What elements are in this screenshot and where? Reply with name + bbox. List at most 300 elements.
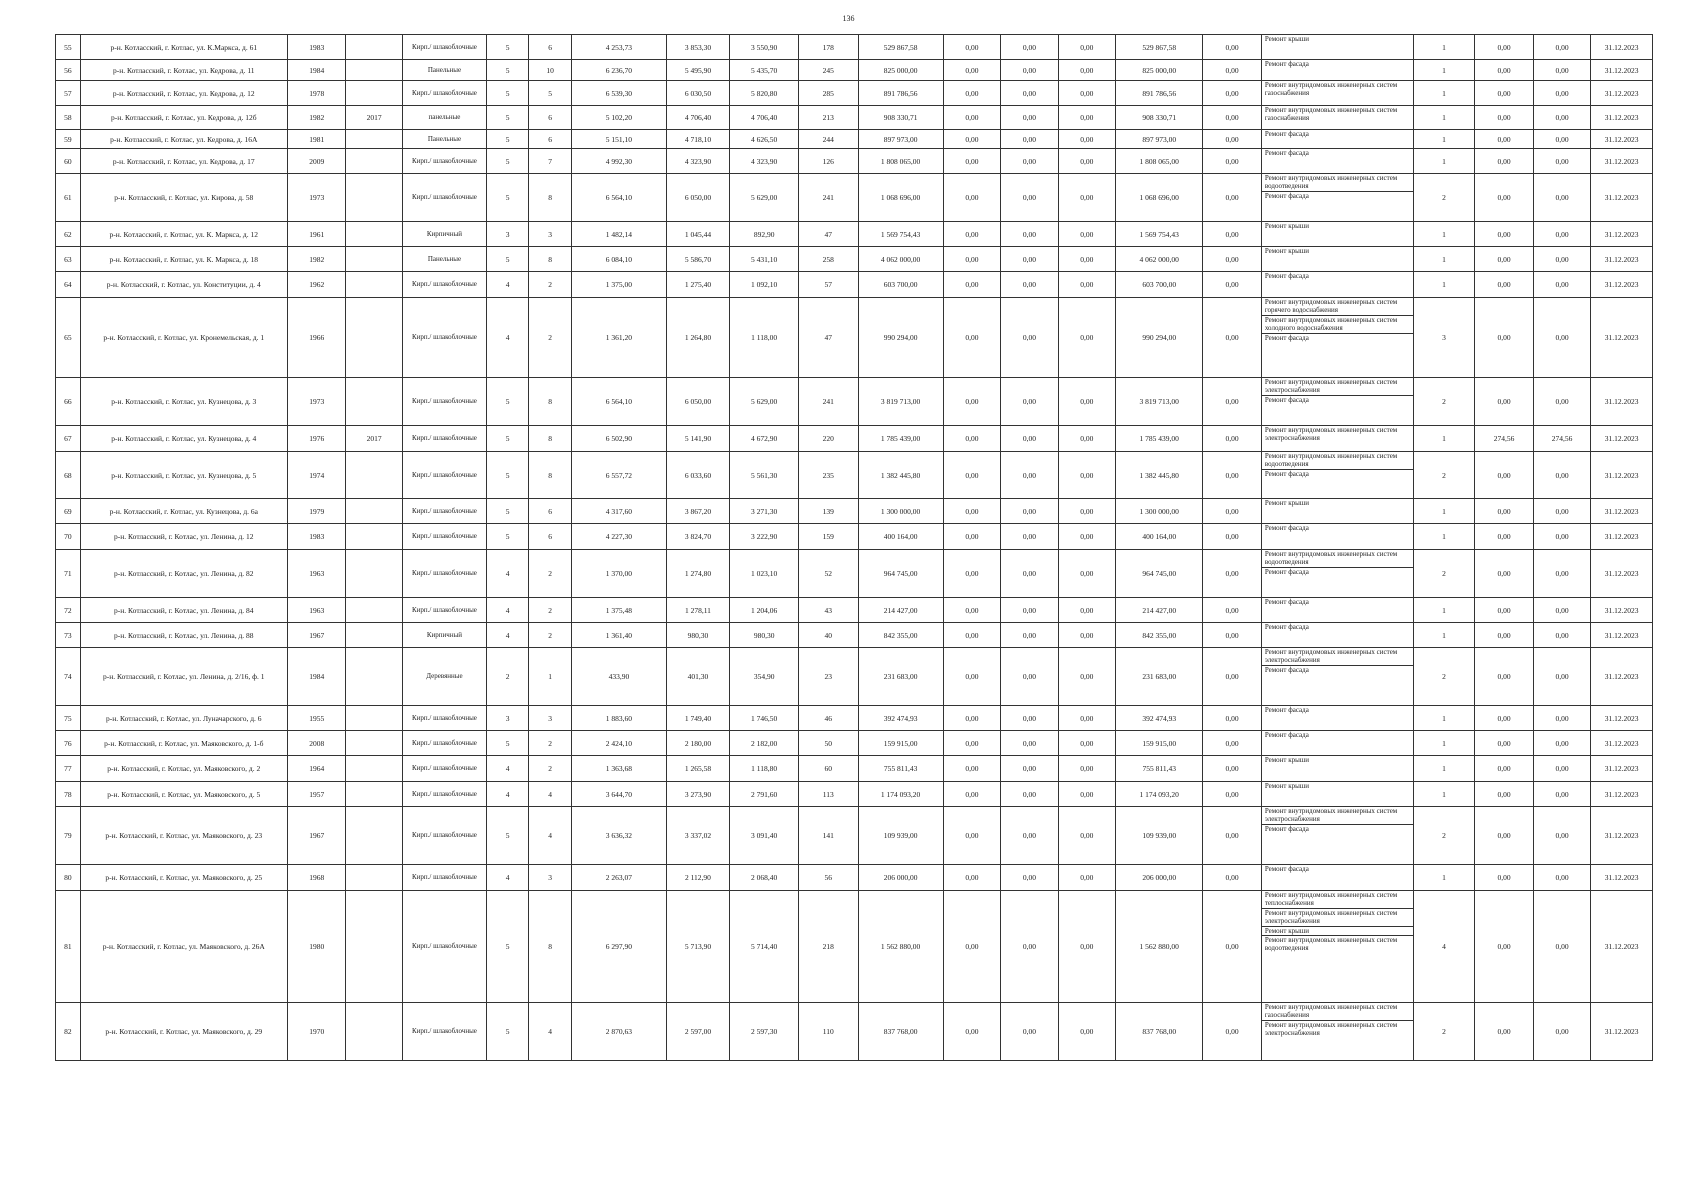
works-list bbox=[1262, 426, 1413, 443]
cell-fund-regional: 0,00 bbox=[1001, 550, 1058, 598]
cell-fund-other: 0,00 bbox=[1203, 222, 1262, 247]
cell-row-number: 81 bbox=[56, 891, 81, 1003]
work-item: Ремонт фасада bbox=[1262, 191, 1413, 200]
cell-floors: 4 bbox=[487, 598, 529, 623]
works-list bbox=[1262, 499, 1413, 507]
cell-year-last-overhaul bbox=[346, 499, 402, 524]
cell-works bbox=[1261, 891, 1413, 1003]
cell-fund-federal: 0,00 bbox=[943, 452, 1000, 499]
cell-fund-regional: 0,00 bbox=[1001, 174, 1058, 222]
cell-cost-total: 964 745,00 bbox=[858, 550, 943, 598]
cell-area-premises: 1 045,44 bbox=[666, 222, 730, 247]
cell-floors: 4 bbox=[487, 272, 529, 298]
cell-address: р-н. Котласский, г. Котлас, ул. Маяковского, д. 5 bbox=[80, 782, 287, 807]
cell-fund-regional: 0,00 bbox=[1001, 891, 1058, 1003]
cell-completion-date: 31.12.2023 bbox=[1591, 130, 1653, 149]
cell-fund-owners: 4 062 000,00 bbox=[1116, 247, 1203, 272]
cell-fund-owners: 1 068 696,00 bbox=[1116, 174, 1203, 222]
cell-floors: 5 bbox=[487, 452, 529, 499]
cell-residents: 241 bbox=[799, 378, 859, 426]
cell-entrances: 4 bbox=[529, 807, 572, 865]
cell-row-number: 61 bbox=[56, 174, 81, 222]
cell-cost-total: 837 768,00 bbox=[858, 1003, 943, 1061]
cell-residents: 56 bbox=[799, 865, 859, 891]
cell-completion-date: 31.12.2023 bbox=[1591, 865, 1653, 891]
cell-residents: 141 bbox=[799, 807, 859, 865]
cell-cost-total: 529 867,58 bbox=[858, 35, 943, 60]
table-row bbox=[56, 81, 1653, 106]
cell-cost-total: 1 785 439,00 bbox=[858, 426, 943, 452]
cell-residents: 213 bbox=[799, 106, 859, 130]
cell-address: р-н. Котласский, г. Котлас, ул. Ленина, д. 2/16, ф. 1 bbox=[80, 648, 287, 706]
cell-row-number: 56 bbox=[56, 60, 81, 81]
cell-wall-material: панельные bbox=[402, 106, 486, 130]
cell-entrances: 6 bbox=[529, 524, 572, 550]
works-list bbox=[1262, 272, 1413, 280]
table-row bbox=[56, 731, 1653, 756]
cell-year-last-overhaul bbox=[346, 1003, 402, 1061]
cell-row-number: 68 bbox=[56, 452, 81, 499]
cell-fund-local: 0,00 bbox=[1058, 174, 1115, 222]
work-item: Ремонт фасада bbox=[1262, 824, 1413, 833]
cell-fund-regional: 0,00 bbox=[1001, 756, 1058, 782]
works-list bbox=[1262, 524, 1413, 532]
cell-area-living: 5 435,70 bbox=[730, 60, 799, 81]
cell-works-count: 1 bbox=[1413, 598, 1475, 623]
cell-fund-local: 0,00 bbox=[1058, 550, 1115, 598]
cell-unit-cost-limit: 0,00 bbox=[1533, 756, 1590, 782]
cell-floors: 5 bbox=[487, 524, 529, 550]
cell-address: р-н. Котласский, г. Котлас, ул. Кузнецова, д. 4 bbox=[80, 426, 287, 452]
cell-works-count: 1 bbox=[1413, 499, 1475, 524]
cell-floors: 5 bbox=[487, 174, 529, 222]
cell-year-built: 1973 bbox=[287, 378, 346, 426]
work-item: Ремонт крыши bbox=[1264, 222, 1309, 230]
cell-area-living: 980,30 bbox=[730, 623, 799, 648]
cell-cost-total: 1 300 000,00 bbox=[858, 499, 943, 524]
work-item: Ремонт фасада bbox=[1262, 333, 1413, 342]
cell-fund-federal: 0,00 bbox=[943, 524, 1000, 550]
work-item: Ремонт крыши bbox=[1264, 35, 1309, 43]
cell-works bbox=[1261, 106, 1413, 130]
cell-address: р-н. Котласский, г. Котлас, ул. Ленина, д. 88 bbox=[80, 623, 287, 648]
cell-unit-cost: 0,00 bbox=[1475, 106, 1534, 130]
cell-entrances: 6 bbox=[529, 35, 572, 60]
cell-fund-local: 0,00 bbox=[1058, 60, 1115, 81]
cell-fund-federal: 0,00 bbox=[943, 648, 1000, 706]
cell-works-count: 1 bbox=[1413, 106, 1475, 130]
cell-cost-total: 1 174 093,20 bbox=[858, 782, 943, 807]
cell-row-number: 63 bbox=[56, 247, 81, 272]
cell-fund-owners: 1 785 439,00 bbox=[1116, 426, 1203, 452]
cell-area-premises: 3 867,20 bbox=[666, 499, 730, 524]
cell-fund-local: 0,00 bbox=[1058, 106, 1115, 130]
cell-area-living: 4 626,50 bbox=[730, 130, 799, 149]
work-item: Ремонт внутридомовых инженерных систем газоснабжения bbox=[1264, 1003, 1398, 1020]
cell-unit-cost: 0,00 bbox=[1475, 623, 1534, 648]
cell-works bbox=[1261, 623, 1413, 648]
cell-wall-material: Кирп./ шлакоблочные bbox=[402, 149, 486, 174]
cell-completion-date: 31.12.2023 bbox=[1591, 1003, 1653, 1061]
cell-works-count: 1 bbox=[1413, 60, 1475, 81]
cell-fund-local: 0,00 bbox=[1058, 524, 1115, 550]
cell-residents: 46 bbox=[799, 706, 859, 731]
cell-works bbox=[1261, 149, 1413, 174]
cell-residents: 244 bbox=[799, 130, 859, 149]
cell-address: р-н. Котласский, г. Котлас, ул. Кузнецова, д. 5 bbox=[80, 452, 287, 499]
cell-fund-local: 0,00 bbox=[1058, 782, 1115, 807]
cell-works bbox=[1261, 706, 1413, 731]
cell-total-area: 6 297,90 bbox=[572, 891, 666, 1003]
cell-row-number: 71 bbox=[56, 550, 81, 598]
cell-floors: 5 bbox=[487, 60, 529, 81]
cell-area-premises: 6 050,00 bbox=[666, 174, 730, 222]
cell-entrances: 2 bbox=[529, 272, 572, 298]
work-item: Ремонт фасада bbox=[1264, 623, 1309, 631]
cell-entrances: 10 bbox=[529, 60, 572, 81]
cell-works bbox=[1261, 524, 1413, 550]
cell-year-last-overhaul bbox=[346, 35, 402, 60]
table-row bbox=[56, 807, 1653, 865]
cell-completion-date: 31.12.2023 bbox=[1591, 499, 1653, 524]
cell-cost-total: 1 068 696,00 bbox=[858, 174, 943, 222]
cell-fund-other: 0,00 bbox=[1203, 81, 1262, 106]
cell-entrances: 8 bbox=[529, 247, 572, 272]
cell-fund-local: 0,00 bbox=[1058, 648, 1115, 706]
work-item: Ремонт фасада bbox=[1264, 149, 1309, 157]
cell-address: р-н. Котласский, г. Котлас, ул. К. Маркса, д. 18 bbox=[80, 247, 287, 272]
cell-fund-other: 0,00 bbox=[1203, 149, 1262, 174]
cell-address: р-н. Котласский, г. Котлас, ул. Кедрова, д. 12 bbox=[80, 81, 287, 106]
cell-unit-cost-limit: 0,00 bbox=[1533, 106, 1590, 130]
cell-works-count: 4 bbox=[1413, 891, 1475, 1003]
cell-fund-local: 0,00 bbox=[1058, 426, 1115, 452]
cell-works bbox=[1261, 247, 1413, 272]
cell-wall-material: Кирп./ шлакоблочные bbox=[402, 174, 486, 222]
cell-area-premises: 1 264,80 bbox=[666, 298, 730, 378]
cell-area-premises: 2 597,00 bbox=[666, 1003, 730, 1061]
cell-unit-cost-limit: 0,00 bbox=[1533, 130, 1590, 149]
works-list bbox=[1262, 782, 1413, 790]
cell-area-living: 3 222,90 bbox=[730, 524, 799, 550]
cell-fund-regional: 0,00 bbox=[1001, 1003, 1058, 1061]
cell-residents: 159 bbox=[799, 524, 859, 550]
cell-works bbox=[1261, 81, 1413, 106]
cell-unit-cost-limit: 0,00 bbox=[1533, 598, 1590, 623]
cell-fund-regional: 0,00 bbox=[1001, 452, 1058, 499]
cell-unit-cost-limit: 0,00 bbox=[1533, 706, 1590, 731]
cell-fund-local: 0,00 bbox=[1058, 807, 1115, 865]
cell-fund-regional: 0,00 bbox=[1001, 81, 1058, 106]
cell-floors: 3 bbox=[487, 706, 529, 731]
cell-fund-federal: 0,00 bbox=[943, 782, 1000, 807]
cell-works-count: 1 bbox=[1413, 623, 1475, 648]
cell-works-count: 1 bbox=[1413, 706, 1475, 731]
cell-address: р-н. Котласский, г. Котлас, ул. Кедрова, д. 17 bbox=[80, 149, 287, 174]
cell-unit-cost: 0,00 bbox=[1475, 550, 1534, 598]
cell-wall-material: Кирп./ шлакоблочные bbox=[402, 1003, 486, 1061]
cell-year-built: 1962 bbox=[287, 272, 346, 298]
cell-cost-total: 842 355,00 bbox=[858, 623, 943, 648]
cell-wall-material: Кирп./ шлакоблочные bbox=[402, 35, 486, 60]
cell-unit-cost-limit: 0,00 bbox=[1533, 378, 1590, 426]
cell-residents: 220 bbox=[799, 426, 859, 452]
cell-floors: 5 bbox=[487, 731, 529, 756]
cell-fund-regional: 0,00 bbox=[1001, 222, 1058, 247]
cell-address: р-н. Котласский, г. Котлас, ул. Кирова, д. 58 bbox=[80, 174, 287, 222]
cell-year-last-overhaul bbox=[346, 149, 402, 174]
cell-fund-local: 0,00 bbox=[1058, 247, 1115, 272]
cell-entrances: 2 bbox=[529, 550, 572, 598]
cell-unit-cost-limit: 0,00 bbox=[1533, 648, 1590, 706]
cell-wall-material: Кирпичный bbox=[402, 222, 486, 247]
cell-wall-material: Кирп./ шлакоблочные bbox=[402, 891, 486, 1003]
cell-fund-owners: 964 745,00 bbox=[1116, 550, 1203, 598]
cell-area-premises: 1 275,40 bbox=[666, 272, 730, 298]
cell-cost-total: 825 000,00 bbox=[858, 60, 943, 81]
work-item: Ремонт внутридомовых инженерных систем горячего водоснабжения bbox=[1264, 298, 1398, 315]
cell-fund-owners: 214 427,00 bbox=[1116, 598, 1203, 623]
cell-fund-federal: 0,00 bbox=[943, 598, 1000, 623]
cell-works bbox=[1261, 598, 1413, 623]
cell-total-area: 433,90 bbox=[572, 648, 666, 706]
cell-area-premises: 1 278,11 bbox=[666, 598, 730, 623]
cell-works-count: 1 bbox=[1413, 272, 1475, 298]
works-list bbox=[1262, 648, 1413, 674]
cell-works-count: 2 bbox=[1413, 378, 1475, 426]
cell-fund-local: 0,00 bbox=[1058, 731, 1115, 756]
cell-address: р-н. Котласский, г. Котлас, ул. Маяковского, д. 26А bbox=[80, 891, 287, 1003]
cell-unit-cost-limit: 0,00 bbox=[1533, 1003, 1590, 1061]
works-list bbox=[1262, 731, 1413, 739]
cell-total-area: 4 992,30 bbox=[572, 149, 666, 174]
cell-total-area: 6 539,30 bbox=[572, 81, 666, 106]
cell-fund-federal: 0,00 bbox=[943, 35, 1000, 60]
cell-address: р-н. Котласский, г. Котлас, ул. Луначарского, д. 6 bbox=[80, 706, 287, 731]
cell-year-last-overhaul bbox=[346, 598, 402, 623]
cell-total-area: 3 644,70 bbox=[572, 782, 666, 807]
cell-cost-total: 1 382 445,80 bbox=[858, 452, 943, 499]
cell-floors: 5 bbox=[487, 35, 529, 60]
cell-unit-cost: 0,00 bbox=[1475, 60, 1534, 81]
cell-floors: 5 bbox=[487, 106, 529, 130]
cell-year-last-overhaul bbox=[346, 807, 402, 865]
cell-fund-federal: 0,00 bbox=[943, 60, 1000, 81]
works-list bbox=[1262, 756, 1413, 764]
cell-floors: 2 bbox=[487, 648, 529, 706]
cell-unit-cost-limit: 0,00 bbox=[1533, 731, 1590, 756]
cell-total-area: 6 564,10 bbox=[572, 378, 666, 426]
cell-residents: 285 bbox=[799, 81, 859, 106]
cell-year-last-overhaul: 2017 bbox=[346, 426, 402, 452]
cell-address: р-н. Котласский, г. Котлас, ул. Конституции, д. 4 bbox=[80, 272, 287, 298]
cell-year-built: 1961 bbox=[287, 222, 346, 247]
cell-unit-cost: 0,00 bbox=[1475, 499, 1534, 524]
cell-completion-date: 31.12.2023 bbox=[1591, 247, 1653, 272]
cell-completion-date: 31.12.2023 bbox=[1591, 60, 1653, 81]
cell-year-built: 1976 bbox=[287, 426, 346, 452]
work-item: Ремонт внутридомовых инженерных систем электроснабжения bbox=[1262, 1020, 1413, 1038]
cell-area-living: 5 431,10 bbox=[730, 247, 799, 272]
cell-completion-date: 31.12.2023 bbox=[1591, 222, 1653, 247]
cell-entrances: 6 bbox=[529, 130, 572, 149]
cell-total-area: 1 883,60 bbox=[572, 706, 666, 731]
cell-area-living: 5 561,30 bbox=[730, 452, 799, 499]
cell-wall-material: Деревянные bbox=[402, 648, 486, 706]
cell-area-living: 1 118,00 bbox=[730, 298, 799, 378]
cell-row-number: 75 bbox=[56, 706, 81, 731]
cell-area-living: 5 629,00 bbox=[730, 378, 799, 426]
cell-row-number: 70 bbox=[56, 524, 81, 550]
cell-area-living: 5 629,00 bbox=[730, 174, 799, 222]
works-list bbox=[1262, 706, 1413, 714]
cell-fund-other: 0,00 bbox=[1203, 272, 1262, 298]
cell-fund-other: 0,00 bbox=[1203, 174, 1262, 222]
cell-row-number: 78 bbox=[56, 782, 81, 807]
cell-fund-regional: 0,00 bbox=[1001, 272, 1058, 298]
cell-fund-regional: 0,00 bbox=[1001, 298, 1058, 378]
work-item: Ремонт фасада bbox=[1264, 706, 1309, 714]
cell-fund-federal: 0,00 bbox=[943, 298, 1000, 378]
cell-residents: 258 bbox=[799, 247, 859, 272]
cell-unit-cost-limit: 0,00 bbox=[1533, 149, 1590, 174]
cell-unit-cost: 0,00 bbox=[1475, 648, 1534, 706]
cell-completion-date: 31.12.2023 bbox=[1591, 598, 1653, 623]
cell-fund-other: 0,00 bbox=[1203, 807, 1262, 865]
cell-fund-other: 0,00 bbox=[1203, 247, 1262, 272]
cell-works bbox=[1261, 378, 1413, 426]
cell-year-last-overhaul bbox=[346, 782, 402, 807]
table-row bbox=[56, 130, 1653, 149]
cell-residents: 110 bbox=[799, 1003, 859, 1061]
cell-year-built: 1973 bbox=[287, 174, 346, 222]
cell-unit-cost-limit: 0,00 bbox=[1533, 452, 1590, 499]
works-list bbox=[1262, 807, 1413, 833]
cell-year-built: 1983 bbox=[287, 524, 346, 550]
cell-fund-local: 0,00 bbox=[1058, 756, 1115, 782]
cell-fund-regional: 0,00 bbox=[1001, 782, 1058, 807]
cell-fund-owners: 1 569 754,43 bbox=[1116, 222, 1203, 247]
cell-completion-date: 31.12.2023 bbox=[1591, 524, 1653, 550]
cell-total-area: 1 361,20 bbox=[572, 298, 666, 378]
cell-works bbox=[1261, 1003, 1413, 1061]
cell-area-living: 1 023,10 bbox=[730, 550, 799, 598]
cell-total-area: 6 084,10 bbox=[572, 247, 666, 272]
table-row bbox=[56, 174, 1653, 222]
cell-fund-other: 0,00 bbox=[1203, 130, 1262, 149]
cell-fund-other: 0,00 bbox=[1203, 452, 1262, 499]
cell-area-premises: 3 337,02 bbox=[666, 807, 730, 865]
cell-area-premises: 980,30 bbox=[666, 623, 730, 648]
cell-fund-regional: 0,00 bbox=[1001, 426, 1058, 452]
works-list bbox=[1262, 623, 1413, 631]
cell-entrances: 6 bbox=[529, 499, 572, 524]
cell-address: р-н. Котласский, г. Котлас, ул. К.Маркса, д. 61 bbox=[80, 35, 287, 60]
cell-floors: 5 bbox=[487, 247, 529, 272]
cell-entrances: 3 bbox=[529, 865, 572, 891]
table-row bbox=[56, 452, 1653, 499]
cell-unit-cost: 0,00 bbox=[1475, 81, 1534, 106]
cell-residents: 235 bbox=[799, 452, 859, 499]
table-row bbox=[56, 756, 1653, 782]
table-row bbox=[56, 106, 1653, 130]
cell-total-area: 2 870,63 bbox=[572, 1003, 666, 1061]
cell-wall-material: Панельные bbox=[402, 60, 486, 81]
cell-fund-other: 0,00 bbox=[1203, 60, 1262, 81]
table-row bbox=[56, 550, 1653, 598]
cell-year-built: 1967 bbox=[287, 807, 346, 865]
works-list bbox=[1262, 149, 1413, 157]
cell-unit-cost-limit: 0,00 bbox=[1533, 35, 1590, 60]
cell-works-count: 2 bbox=[1413, 550, 1475, 598]
cell-row-number: 67 bbox=[56, 426, 81, 452]
cell-year-last-overhaul bbox=[346, 378, 402, 426]
cell-completion-date: 31.12.2023 bbox=[1591, 756, 1653, 782]
cell-area-living: 1 092,10 bbox=[730, 272, 799, 298]
cell-works bbox=[1261, 807, 1413, 865]
cell-wall-material: Кирп./ шлакоблочные bbox=[402, 378, 486, 426]
cell-total-area: 1 361,40 bbox=[572, 623, 666, 648]
cell-entrances: 7 bbox=[529, 149, 572, 174]
work-item: Ремонт фасада bbox=[1264, 731, 1309, 739]
cell-fund-owners: 1 300 000,00 bbox=[1116, 499, 1203, 524]
cell-fund-local: 0,00 bbox=[1058, 149, 1115, 174]
cell-year-last-overhaul bbox=[346, 731, 402, 756]
cell-residents: 43 bbox=[799, 598, 859, 623]
cell-year-last-overhaul bbox=[346, 648, 402, 706]
cell-fund-other: 0,00 bbox=[1203, 1003, 1262, 1061]
cell-cost-total: 109 939,00 bbox=[858, 807, 943, 865]
cell-area-premises: 1 274,80 bbox=[666, 550, 730, 598]
cell-unit-cost: 0,00 bbox=[1475, 298, 1534, 378]
cell-total-area: 4 317,60 bbox=[572, 499, 666, 524]
cell-year-last-overhaul bbox=[346, 298, 402, 378]
cell-address: р-н. Котласский, г. Котлас, ул. Маяковского, д. 1-б bbox=[80, 731, 287, 756]
cell-total-area: 2 424,10 bbox=[572, 731, 666, 756]
works-list bbox=[1262, 35, 1413, 43]
work-item: Ремонт внутридомовых инженерных систем водоотведения bbox=[1264, 452, 1398, 469]
cell-unit-cost: 0,00 bbox=[1475, 807, 1534, 865]
cell-fund-federal: 0,00 bbox=[943, 731, 1000, 756]
cell-total-area: 4 227,30 bbox=[572, 524, 666, 550]
cell-unit-cost: 0,00 bbox=[1475, 706, 1534, 731]
cell-total-area: 6 502,90 bbox=[572, 426, 666, 452]
cell-unit-cost: 0,00 bbox=[1475, 247, 1534, 272]
cell-wall-material: Кирп./ шлакоблочные bbox=[402, 807, 486, 865]
works-list bbox=[1262, 865, 1413, 873]
table-row bbox=[56, 891, 1653, 1003]
cell-year-built: 1966 bbox=[287, 298, 346, 378]
cell-wall-material: Кирп./ шлакоблочные bbox=[402, 81, 486, 106]
cell-works-count: 1 bbox=[1413, 865, 1475, 891]
cell-year-last-overhaul: 2017 bbox=[346, 106, 402, 130]
cell-fund-federal: 0,00 bbox=[943, 499, 1000, 524]
cell-unit-cost: 0,00 bbox=[1475, 130, 1534, 149]
cell-completion-date: 31.12.2023 bbox=[1591, 550, 1653, 598]
cell-entrances: 6 bbox=[529, 106, 572, 130]
cell-row-number: 58 bbox=[56, 106, 81, 130]
cell-cost-total: 891 786,56 bbox=[858, 81, 943, 106]
cell-year-last-overhaul bbox=[346, 247, 402, 272]
cell-fund-owners: 1 562 880,00 bbox=[1116, 891, 1203, 1003]
cell-fund-federal: 0,00 bbox=[943, 149, 1000, 174]
cell-works bbox=[1261, 222, 1413, 247]
table-row bbox=[56, 426, 1653, 452]
cell-unit-cost-limit: 0,00 bbox=[1533, 81, 1590, 106]
cell-area-premises: 2 112,90 bbox=[666, 865, 730, 891]
cell-fund-federal: 0,00 bbox=[943, 222, 1000, 247]
cell-floors: 4 bbox=[487, 756, 529, 782]
